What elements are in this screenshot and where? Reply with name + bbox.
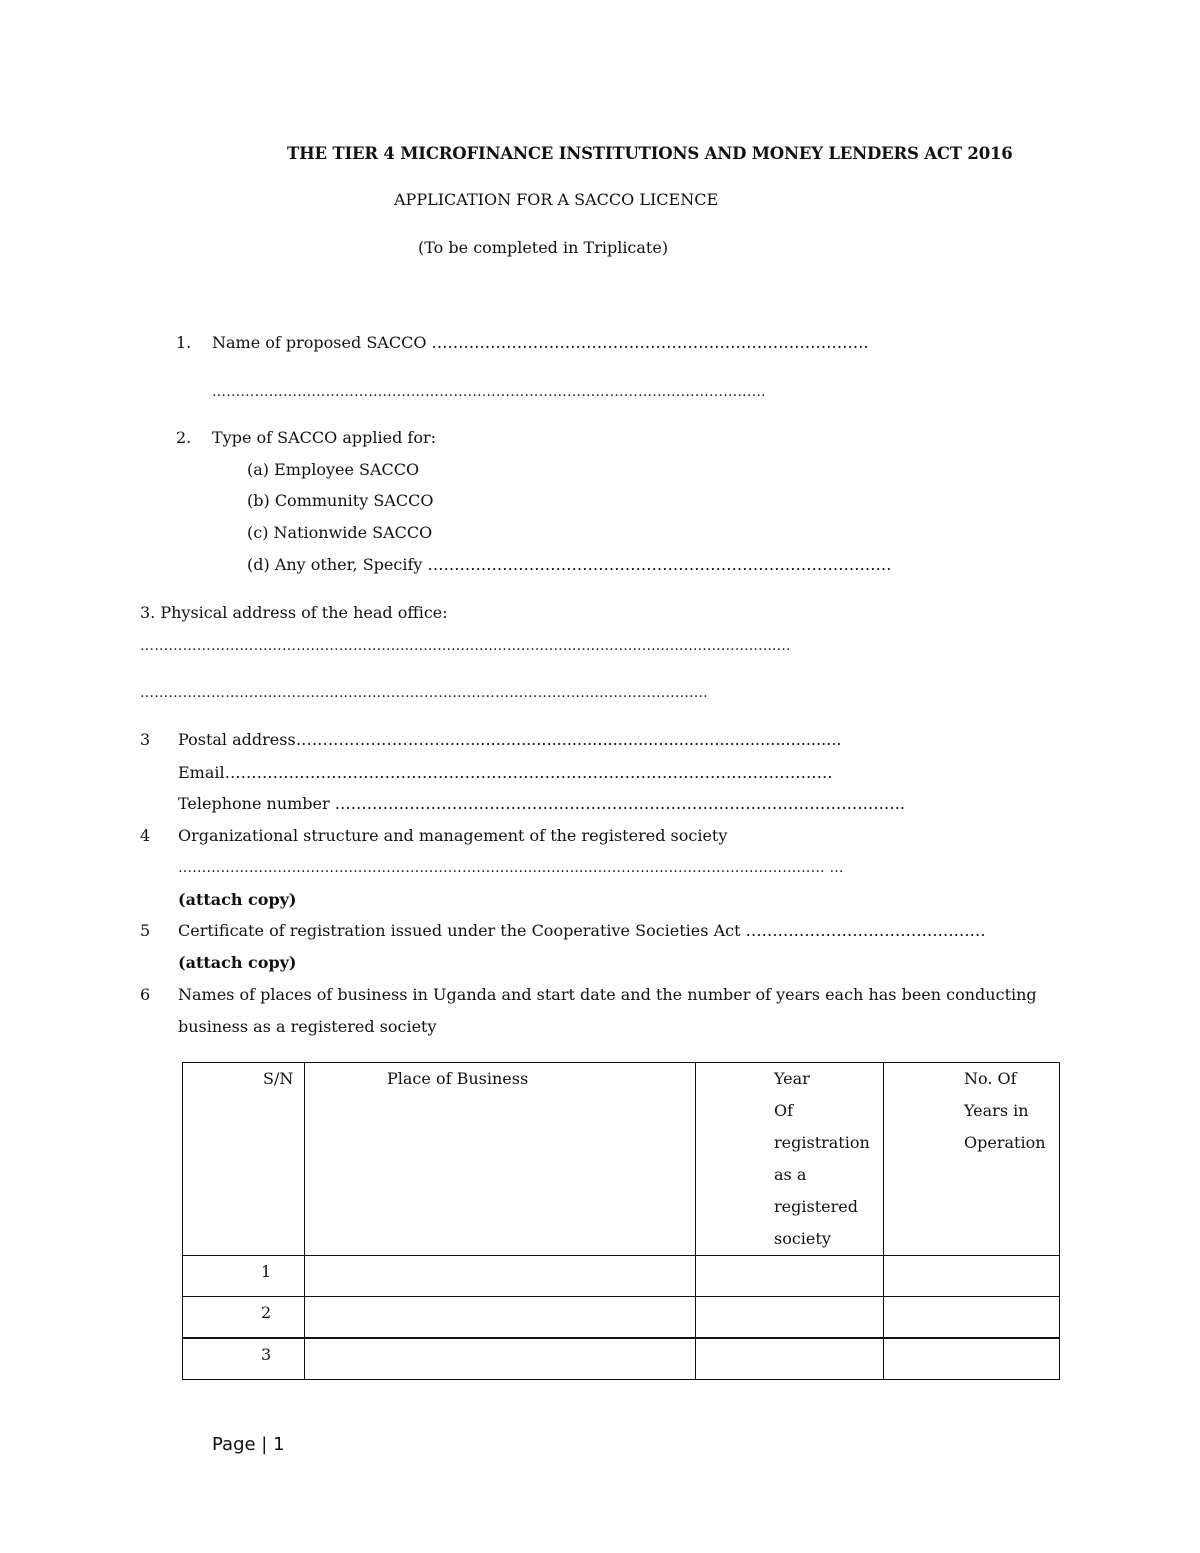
header-sn: S/N bbox=[183, 1063, 305, 1256]
instruction-text: (To be completed in Triplicate) bbox=[418, 238, 669, 257]
table-row bbox=[183, 1256, 1060, 1297]
q5-number: 5 bbox=[140, 921, 151, 940]
row-years-op-cell[interactable] bbox=[884, 1256, 1060, 1297]
q1-continuation-line: ……………………………………………………………………………………………………… bbox=[212, 384, 766, 400]
q4-label: Organizational structure and management of the registered society bbox=[178, 826, 728, 845]
row-sn: 3 bbox=[183, 1338, 305, 1380]
q2-option-other: (d) Any other, Specify …………………………………………………………………………… bbox=[247, 555, 892, 574]
q4-attach-copy: (attach copy) bbox=[178, 890, 297, 909]
header-place-of-business: Place of Business bbox=[305, 1063, 696, 1256]
header-years-in-operation: No. Of Years in Operation bbox=[884, 1063, 1060, 1256]
q2-option-nationwide: (c) Nationwide SACCO bbox=[247, 523, 433, 542]
row-years-op-cell[interactable] bbox=[884, 1297, 1060, 1339]
q2-option-community: (b) Community SACCO bbox=[247, 491, 434, 510]
document-subtitle: APPLICATION FOR A SACCO LICENCE bbox=[394, 190, 719, 209]
table-row bbox=[183, 1338, 1060, 1380]
q6-label-line-1: Names of places of business in Uganda and start date and the number of years each has been conducting bbox=[178, 985, 1037, 1004]
q3b-number: 3 bbox=[140, 730, 151, 749]
q2-number: 2. bbox=[176, 428, 192, 447]
q3-physical-address-label: 3. Physical address of the head office: bbox=[140, 603, 448, 622]
q2-label: Type of SACCO applied for: bbox=[212, 428, 436, 447]
page-number: Page | 1 bbox=[212, 1434, 285, 1455]
postal-address-line: Postal address………………………............................................................................... bbox=[178, 730, 842, 749]
row-year-cell[interactable] bbox=[696, 1338, 884, 1380]
q5-label: Certificate of registration issued under the Cooperative Societies Act ……………………………………… bbox=[178, 921, 986, 940]
row-sn: 1 bbox=[183, 1256, 305, 1297]
row-place-cell[interactable] bbox=[305, 1338, 696, 1380]
row-place-cell[interactable] bbox=[305, 1256, 696, 1297]
q3-physical-address-line-1: ……………………………………………........................................................................................ bbox=[140, 638, 791, 654]
table-row bbox=[183, 1297, 1060, 1339]
q4-answer-line: ……………………………………………………………....................………………………………………… … bbox=[178, 860, 844, 876]
row-year-cell[interactable] bbox=[696, 1297, 884, 1339]
q1-label: Name of proposed SACCO ………………………………………………………………………. bbox=[212, 333, 869, 352]
q1-number: 1. bbox=[176, 333, 192, 352]
q6-label-line-2: business as a registered society bbox=[178, 1017, 437, 1036]
telephone-line: Telephone number ………….…………………………………………………………………………………. bbox=[178, 794, 905, 813]
header-year-of-registration: Year Of registration as a registered society bbox=[696, 1063, 884, 1256]
places-of-business-table bbox=[182, 1062, 1060, 1380]
row-sn: 2 bbox=[183, 1297, 305, 1339]
q2-option-employee: (a) Employee SACCO bbox=[247, 460, 420, 479]
email-line: Email…………………………………………………………………………………………………… bbox=[178, 763, 833, 782]
q3-physical-address-line-2: ………………………………………………………………………………………………………… bbox=[140, 685, 708, 701]
q5-attach-copy: (attach copy) bbox=[178, 953, 297, 972]
table-header-row bbox=[183, 1063, 1060, 1256]
row-place-cell[interactable] bbox=[305, 1297, 696, 1339]
document-title: THE TIER 4 MICROFINANCE INSTITUTIONS AND MONEY LENDERS ACT 2016 bbox=[287, 144, 1013, 163]
row-year-cell[interactable] bbox=[696, 1256, 884, 1297]
row-years-op-cell[interactable] bbox=[884, 1338, 1060, 1380]
q6-number: 6 bbox=[140, 985, 151, 1004]
q4-number: 4 bbox=[140, 826, 151, 845]
